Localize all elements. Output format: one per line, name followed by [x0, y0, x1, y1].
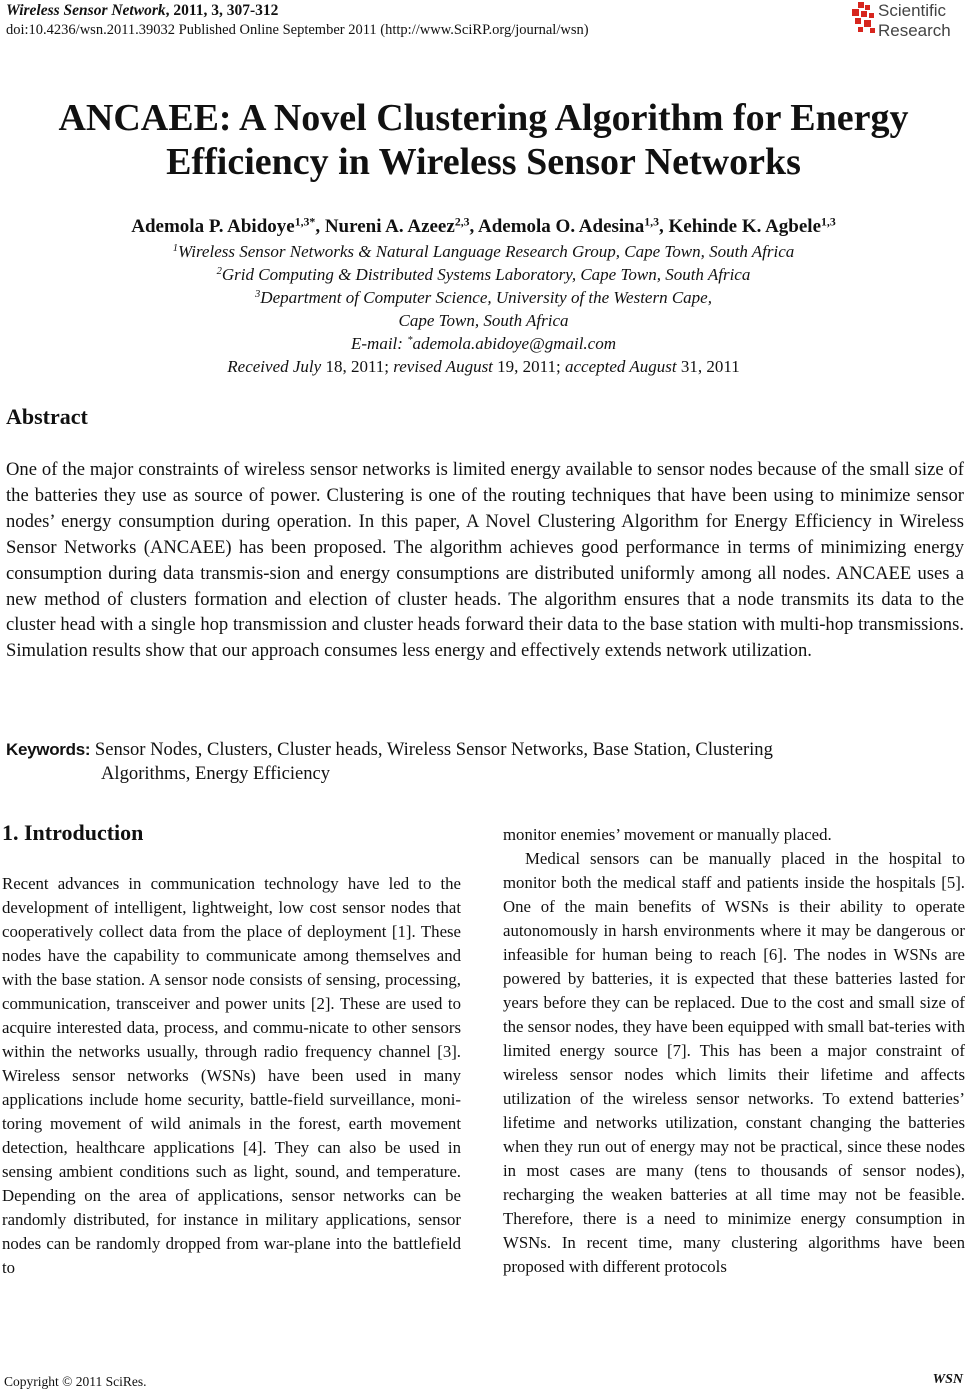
author-affiliation-mark: 1,3 — [821, 215, 836, 229]
logo-mark-icon — [850, 2, 878, 38]
author-list: Ademola P. Abidoye$^{1,3*}$, Nureni A. Azeez$^{2,3}$, Ademola O. Adesina$^{1,3}$, Kehinde K. Agbele$^{1,3}$ — [131, 215, 836, 237]
abstract-heading: Abstract — [6, 404, 88, 429]
doi-line: doi:10.4236/wsn.2011.39032 Published Online September 2011 (http://www.SciRP.org/journal/wsn) — [6, 22, 589, 38]
title-line-2: Efficiency in Wireless Sensor Networks — [166, 141, 801, 183]
journal-volume: , 2011, 3, 307-312 — [165, 2, 279, 19]
keywords-line-2: Algorithms, Energy Efficiency — [101, 763, 331, 784]
copyright-notice: Copyright © 2011 SciRes. — [4, 1374, 147, 1389]
keywords — [6, 737, 773, 763]
publication-dates: Received July 18, 2011; revised August 19, 2011; accepted August 31, 2011 — [227, 357, 740, 376]
author-name: Nureni A. Azeez — [324, 216, 455, 237]
affiliation-2: $^2$Grid Computing & Distributed Systems Laboratory, Cape Town, South Africa — [216, 265, 751, 284]
right-column — [503, 823, 965, 1279]
author-name: Ademola P. Abidoye — [131, 216, 295, 237]
footer-journal-abbrev: WSN — [932, 1372, 963, 1387]
logo-text-line1: Scientific — [878, 1, 947, 20]
journal-name: Wireless Sensor Network — [6, 2, 166, 19]
section-heading-introduction: 1. Introduction — [2, 820, 144, 845]
affiliation-3-location: Cape Town, South Africa — [398, 311, 569, 330]
intro-paragraph-1: Recent advances in communication technology have led to the development of intelligent, lightweight, low cost sensor nodes that cooperatively collect data from the place of deployment [1]. These nodes have the capability to communicate among themselves and with the base station. A sensor node consists of sensing, processing, communication, transceiver and power units [2]. These are used to acquire interested data, process, and commu-nicate to other sensors within the networks usually, through radio frequency channel [3]. Wireless sensor networks (WSNs) have been used in many applications include home security, battle-field surveillance, moni-toring movement of wild animals in the forest, earth movement detection, healthcare applications [4]. They can also be used in sensing ambient conditions such as light, sound, and temperature. Depending on the area of applications, sensor networks can be randomly distributed, for instance in military applications, sensor nodes can be randomly dropped from war-plane into the battlefield to — [2, 874, 461, 1277]
affiliation-1: $^1$Wireless Sensor Networks & Natural Language Research Group, Cape Town, South Africa — [172, 242, 795, 261]
affiliation-3: $^3$Department of Computer Science, University of the Western Cape, — [255, 288, 712, 307]
author-name: Ademola O. Adesina — [477, 216, 645, 237]
author-name: Kehinde K. Agbele — [668, 216, 822, 237]
author-affiliation-mark: 2,3 — [454, 215, 470, 229]
author-affiliation-mark: 1,3* — [294, 215, 316, 229]
title-line-1: ANCAEE: A Novel Clustering Algorithm for Energy — [58, 97, 909, 139]
email-address: ademola.abidoye@gmail.com — [412, 334, 616, 353]
paper-title — [0, 96, 967, 184]
corresponding-email: E-mail: *ademola.abidoye@gmail.com — [351, 334, 616, 353]
left-column — [2, 872, 461, 1280]
abstract-text: One of the major constraints of wireless sensor networks is limited energy available to sensor nodes because of the small size of the batteries they use as source of power. Clustering is one of the routing techniques that have been using to minimize sensor nodes’ energy consumption during operation. In this paper, A Novel Clustering Algorithm for Energy Efficiency in Wireless Sensor Networks (ANCAEE) has been proposed. The algorithm achieves good performance in terms of minimizing energy consumption during data transmis-sion and energy consumptions are distributed uniformly among all nodes. ANCAEE uses a new method of clusters formation and election of cluster heads. The algorithm ensures that a node transmits its data to the cluster head with a single hop transmission and cluster heads forward their data to the base station with multi-hop transmissions. Simulation results show that our approach consumes less energy and effectively extends network utilization. — [6, 459, 964, 662]
keywords-line-1: Sensor Nodes, Clusters, Cluster heads, Wireless Sensor Networks, Base Station, Clustering — [90, 739, 773, 760]
author-affiliation-mark: 1,3 — [644, 215, 659, 229]
journal-citation — [6, 2, 278, 20]
intro-paragraph-1-continued: monitor enemies’ movement or manually placed. — [503, 825, 832, 844]
keywords-label: Keywords: — [6, 740, 91, 759]
logo-text-line2: Research — [878, 21, 951, 40]
publisher-logo — [850, 0, 967, 44]
intro-paragraph-2: Medical sensors can be manually placed in the hospital to monitor both the medical staff and patients inside the hospitals [5]. One of the main benefits of WSNs is their ability to operate autonomously in harsh environments where it may be dangerous or infeasible for human being to reach [6]. The nodes in WSNs are powered by batteries, it is expected that these batteries lasted for years before they can be replaced. Due to the cost and small size of the sensor nodes, they have been equipped with small bat-teries with limited energy source [7]. This has been a major constraint of wireless sensor nodes which limits their lifetime and affects utilization of the wireless sensor networks. To extend batteries’ lifetime and networks utilization, constant changing the batteries when they run out of energy may not be practical, since these nodes in most cases are many (tens to thousands of sensor nodes), recharging the weaken batteries at all time may not be feasible. Therefore, there is a need to minimize energy consumption in WSNs. In recent time, many clustering algorithms have been proposed with different protocols — [503, 849, 965, 1276]
